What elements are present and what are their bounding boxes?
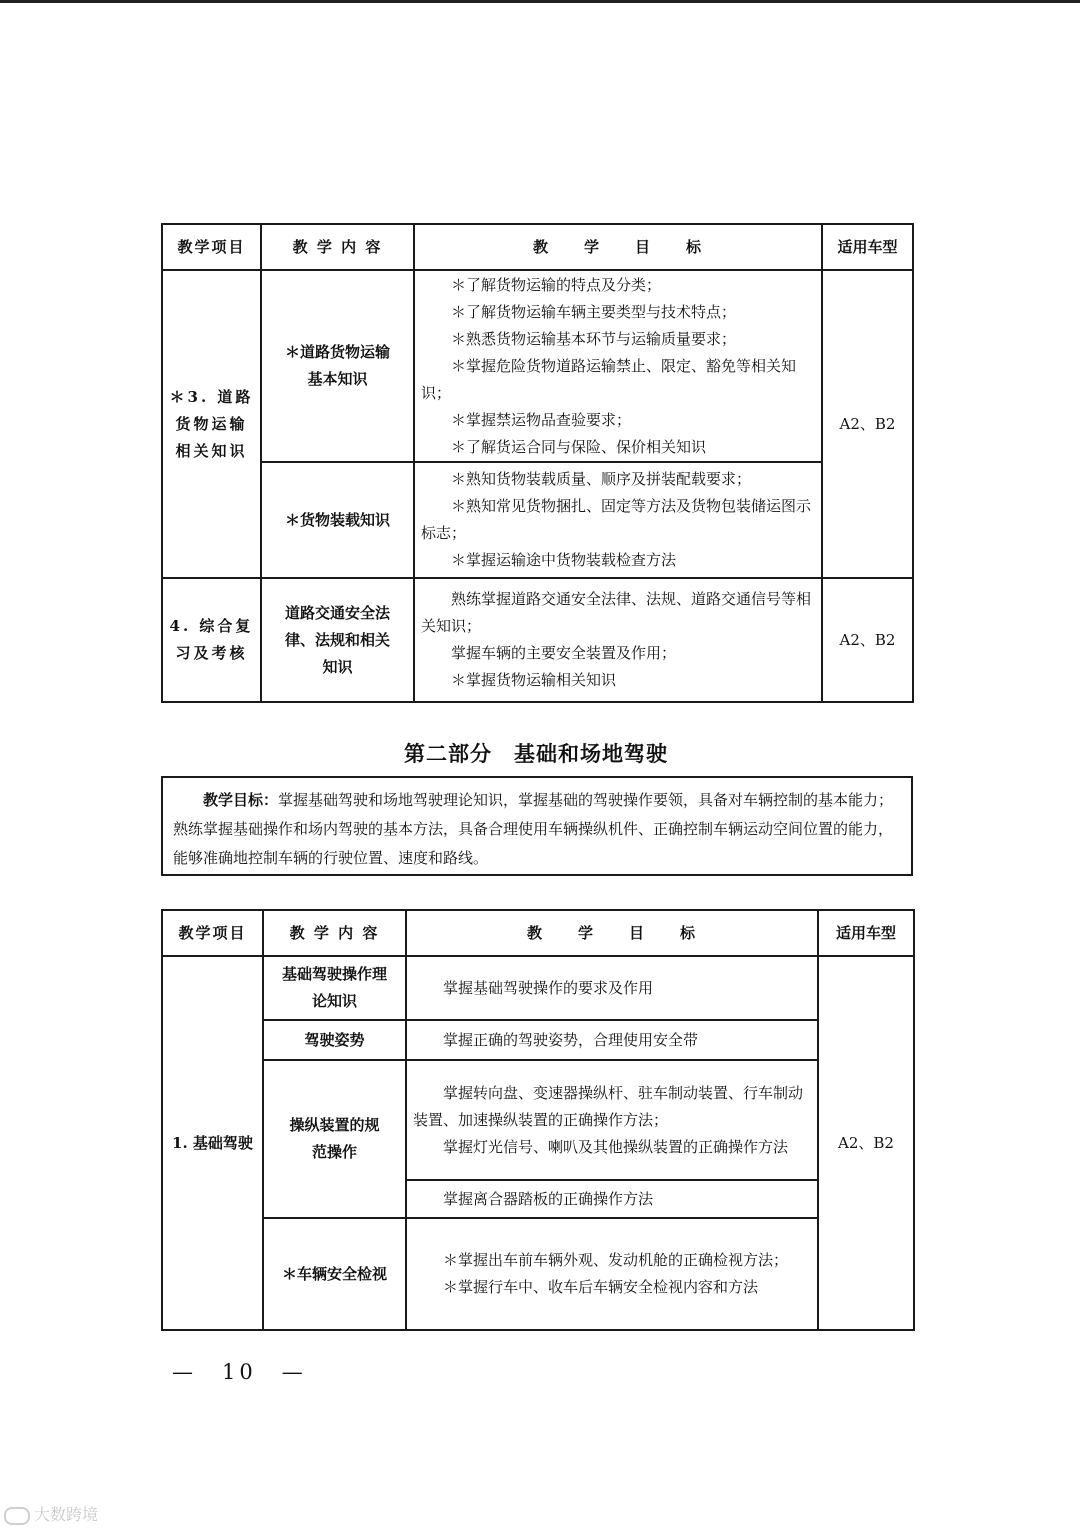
goal-line: 掌握转向盘、变速器操纵杆、驻车制动装置、行车制动装置、加速操纵装置的正确操作方法； [413,1083,804,1129]
header-item: 教学项目 [162,224,261,270]
goal-line: ＊掌握运输途中货物装载检查方法 [451,551,677,569]
goal-line: 掌握基础驾驶操作的要求及作用 [443,978,654,997]
content-cell: ＊车辆安全检视 [263,1218,406,1330]
content-cell: 基础驾驶操作理论知识 [263,956,406,1020]
table-header-row [162,224,913,270]
goal-line: ＊掌握行车中、收车后车辆安全检视内容和方法 [443,1278,759,1296]
section-goal-box [161,776,913,876]
goal-cell [406,1218,818,1330]
header-goal: 教 学 目 标 [414,224,822,270]
goal-line: ＊了解货物运输的特点及分类； [451,275,662,294]
goal-line: ＊掌握货物运输相关知识 [451,671,617,689]
content-cell: 驾驶姿势 [263,1020,406,1060]
goal-line: ＊熟悉货物运输基本环节与运输质量要求； [451,329,737,348]
table-row [162,270,913,462]
goal-line: ＊掌握出车前车辆外观、发动机舱的正确检视方法； [443,1251,789,1269]
goal-cell [406,1020,818,1060]
item-cell: 4. 综合复习及考核 [162,578,261,702]
table-row [162,462,913,578]
item-cell: ＊3. 道路货物运输相关知识 [162,270,261,578]
page-top-border [0,0,1080,3]
header-content: 教 学 内 容 [261,224,414,270]
header-content: 教 学 内 容 [263,910,406,956]
content-cell: 操纵装置的规范操作 [263,1060,406,1218]
section-title: 第二部分 基础和场地驾驶 [404,741,668,766]
watermark [4,1502,98,1525]
goal-line: 掌握正确的驾驶姿势，合理使用安全带 [443,1030,699,1049]
goal-text: 掌握基础驾驶和场地驾驶理论知识，掌握基础的驾驶操作要领，具备对车辆控制的基本能力；熟练掌握基础操作和场内驾驶的基本方法，具备合理使用车辆操纵机件、正确控制车辆运动空间位置的能力，能够准确地控制车辆的行驶位置、速度和路线。 [173,791,894,867]
goal-line: 掌握车辆的主要安全装置及作用； [451,644,677,662]
content-cell: 道路交通安全法律、法规和相关知识 [261,578,414,702]
table-row [162,1218,914,1330]
goal-line: 掌握灯光信号、喇叭及其他操纵装置的正确操作方法 [443,1137,789,1156]
header-goal: 教 学 目 标 [406,910,818,956]
table-row [162,578,913,702]
item-cell: 1. 基础驾驶 [162,956,263,1330]
content-cell: ＊货物装载知识 [261,462,414,578]
watermark-text: 大数跨境 [34,1505,99,1524]
table-row [162,1020,914,1060]
goal-line: ＊了解货运合同与保险、保价相关知识 [451,437,707,456]
table-row [162,1060,914,1180]
content-cell: ＊道路货物运输基本知识 [261,270,414,462]
page-number: — 10 — [172,1360,307,1384]
header-item: 教学项目 [162,910,263,956]
teaching-table-part2 [161,909,915,1331]
goal-cell [406,1180,818,1218]
goal-cell [414,578,822,702]
teaching-table-part1 [161,223,914,703]
goal-line: ＊掌握禁运物品查验要求； [451,410,632,429]
goal-cell [406,956,818,1020]
header-vehicle: 适用车型 [818,910,914,956]
goal-line: ＊熟知货物装载质量、顺序及拼装配载要求； [451,470,752,488]
table-row [162,956,914,1020]
table-header-row [162,910,914,956]
goal-line: 熟练掌握道路交通安全法律、法规、道路交通信号等相关知识； [421,590,812,635]
goal-cell [406,1060,818,1180]
goal-cell [414,270,822,462]
vehicle-cell: A2、B2 [822,578,913,702]
goal-line: 掌握离合器踏板的正确操作方法 [443,1189,654,1208]
header-vehicle: 适用车型 [822,224,913,270]
vehicle-cell: A2、B2 [822,270,913,578]
watermark-logo-icon [4,1507,30,1525]
goal-line: ＊了解货物运输车辆主要类型与技术特点； [451,302,737,321]
goal-cell [414,462,822,578]
goal-label: 教学目标： [203,791,279,809]
vehicle-cell: A2、B2 [818,956,914,1330]
goal-line: ＊熟知常见货物捆扎、固定等方法及货物包装储运图示标志； [421,497,812,542]
goal-line: ＊掌握危险货物道路运输禁止、限定、豁免等相关知识； [421,356,797,402]
